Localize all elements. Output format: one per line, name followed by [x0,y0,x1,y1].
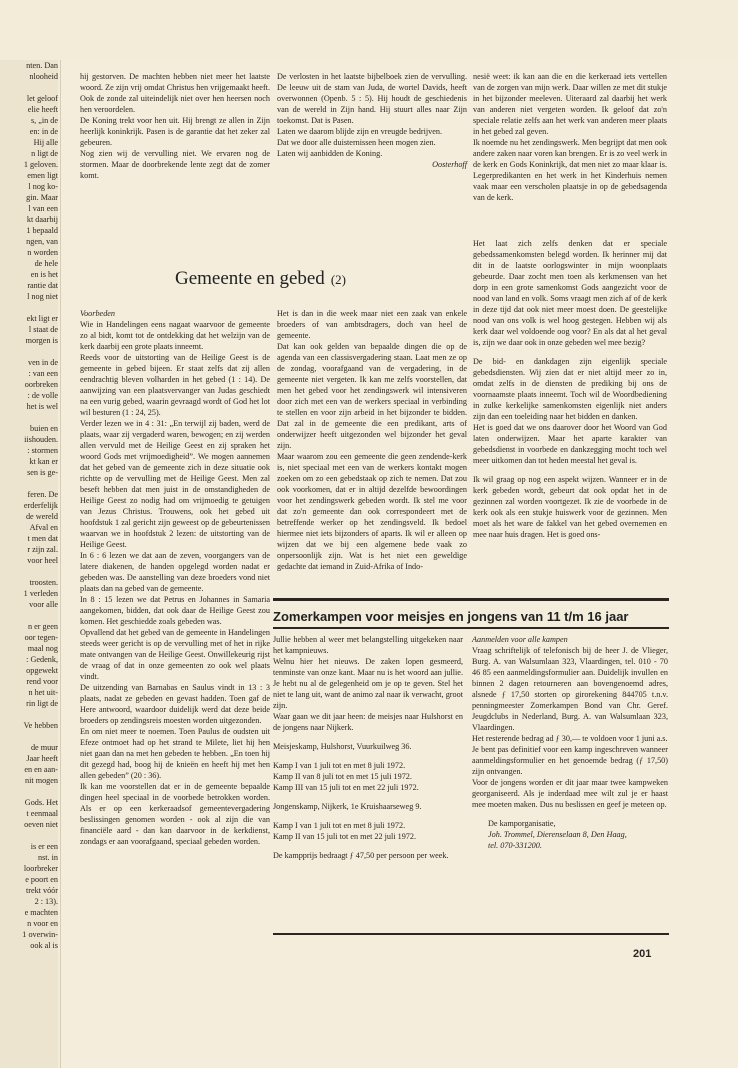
edge-line: let geloof [26,94,58,103]
edge-line: voor heel [27,556,58,565]
paragraph: Nog zien wij de vervulling niet. We ervaren nog de stormen. Maar de doorbrekende lente zegt dat de zomer komt. [80,149,270,180]
edge-line: sen is ge- [27,468,58,477]
edge-line [0,302,58,313]
edge-line: de hele [34,259,58,268]
paragraph: Laten wij aanbidden de Koning. [277,149,383,158]
edge-line: n worden [27,248,58,257]
edge-line: 2 : 13). [34,897,58,906]
edge-line: e machten [24,908,58,917]
edge-line [0,830,58,841]
camp-price: De kampprijs bedraagt ƒ 47,50 per persoon per week. [273,851,449,860]
edge-line: oorbreken [24,380,58,389]
section-heading: Aanmelden voor alle kampen [472,635,568,644]
edge-line: n het uit- [28,688,58,697]
edge-line: r zijn zal. [27,545,58,554]
divider-rule [273,627,669,629]
article-column-2 [277,308,467,572]
edge-line: : de volle [27,391,58,400]
paragraph: Maar waarom zou een gemeente die geen zendende-kerk is, niet speciaal met een van de werkers kontakt mogen zoeken om zo een gebedstaak op zich te nemen. Dat zou ook voorkomen, dat er in altijd dezelfde bewoordingen voor het zendingswerk gebeden wordt. Ik stel me voor dat zo'n gemeente dan ook correspondeert met de betreffende werker op het zendingsveld. Ik bedoel hiermee niet iets bijzonders of aparts. Ik wil er alleen op wijzen dat we bij een algemene bede vaak zo onpersoonlijk zijn. Wat is het niet een geweldige gedachte dat iemand in Zuid-Afrika of Indo- [277,452,467,571]
camp-row: Kamp III van 15 juli tot en met 22 juli 1972. [273,783,419,792]
edge-line [0,709,58,720]
paragraph: nesië weet: ik kan aan die en die kerkeraad iets vertellen van de zorgen van mijn werk. Daar willen ze met dit stukje in het bijzonder meeleven. Uiteraard zal daarbij het werk van anderen niet vergeten worden. Ik geloof dat zo'n speciale relatie zelfs aan het werk van anderen meer plaats in het gebed zal geven. [473,72,667,136]
edge-line: Jaar heeft [26,754,58,763]
edge-line: morgen is [25,336,58,345]
edge-line [0,610,58,621]
paragraph: Het resterende bedrag ad ƒ 30,— te voldoen voor 1 juni a.s. [472,734,668,743]
edge-line: voor alle [29,600,58,609]
edge-line: Gods. Het [24,798,58,807]
edge-line: emen ligt [27,171,58,180]
organizer: De kamporganisatie, [488,819,556,828]
edge-line: buien en [30,424,58,433]
edge-line: e poort en [25,875,58,884]
paragraph: Vraag schriftelijk of telefonisch bij de heer J. de Vlieger, Burg. A. van Walsumlaan 323, Vlaardingen, tel. 010 - 70 46 85 een aanmeldingsformulier aan. Duidelijk invullen en binnen 2 dagen retourneren aan bovengenoemd adres, alsnede ƒ 17,50 storten op girorekening 844705 t.n.v. penningmeester Zomerkampen Bond van Chr. Geref. Jeugdclubs in Nederland, Burg. A. van Walsumlaan 323, Vlaardingen. [472,646,668,732]
edge-line: rantie dat [27,281,58,290]
edge-line: opgewekt [26,666,58,675]
divider-rule [273,598,669,601]
edge-line: troosten. [29,578,58,587]
edge-line: Afval en [29,523,58,532]
adjacent-page-edge [0,60,58,1068]
edge-line: rend voor [26,677,58,686]
edge-line: kt daarbij [26,215,58,224]
edge-line [0,412,58,423]
edge-line: en: in de [29,127,58,136]
top-column-2 [277,71,467,170]
paragraph: De bid- en dankdagen zijn eigenlijk speciale gebedsdiensten. Wij zien dat er niet altijd meer zo in, omdat zelfs in de diensten de prediking bij ons de voornaamste plaats inneemt. Toch wil de Woordbediening in zulke kerkelijke samenkomsten eigenlijk niet anders zijn dan een toeleiding naar het bidden en danken. [473,357,667,421]
paragraph: Dat kan ook gelden van bepaalde dingen die op de agenda van een classisvergadering staan. Laat men ze op de zondag, voorafgaand van de vergadering, in de gemeente niet vergeten. Ik kan me zelfs voorstellen, dat men het gebed voor het zendingswerk wil intensiveren door zich met een van de werkers speciaal in verbinding te stellen en voor zijn arbeid in het bijzonder te bidden. Dat zal in de gemeente die een predikant, arts of onderwijzer heeft uitgezonden wel bijzonder het geval zijn. [277,342,467,450]
paragraph: Laten we daarom blijde zijn en vreugde bedrijven. [277,127,443,136]
edge-line: ekt ligt er [26,314,58,323]
camp-row: Kamp I van 1 juli tot en met 8 juli 1972. [273,761,406,770]
edge-line: nit mogen [25,776,58,785]
camp-location: Meisjeskamp, Hulshorst, Vuurkuilweg 36. [273,742,412,751]
edge-line: t men dat [27,534,58,543]
edge-line [0,731,58,742]
edge-line: en is het [30,270,58,279]
paragraph: Ik wil graag op nog een aspekt wijzen. Wanneer er in de kerk gebeden wordt, gebeurt dat ook opdat het in de gezinnen zal worden voortgezet. Ik zie de voorbede in de kerk ook als een stukje huiswerk voor de gezinnen. Men moet als het ware de fakkel van het gebed overnemen en mee naar huis dragen. Het is goed ons- [473,475,667,539]
edge-line: ook al is [30,941,58,950]
edge-line: elie heeft [27,105,58,114]
section-heading: Voorbeden [80,309,116,318]
paragraph: In 6 : 6 lezen we dat aan de zeven, voorgangers van de latere diakenen, de handen opgelegd worden nadat er gebeden was. De aanstelling van deze broeders vond niet plaats dan na gebed van de gemeente. [80,551,270,593]
edge-line: 1 bepaald [26,226,58,235]
edge-line [0,566,58,577]
article-column-1 [80,308,270,847]
edge-line: loorbreker [23,864,58,873]
camp-location: Jongenskamp, Nijkerk, 1e Kruishaarseweg 9. [273,802,422,811]
edge-line: s, „in de [30,116,58,125]
paragraph: Voor de jongens worden er dit jaar maar twee kampweken georganiseerd. Als je inderdaad mee wilt zul je er haast mee moeten maken. Dus nu beslissen en geef je meteen op. [472,778,668,809]
edge-line [0,478,58,489]
edge-line: Ve hebben [23,721,58,730]
edge-line: 1 geloven. [23,160,58,169]
edge-line: feren. De [27,490,58,499]
paragraph: En om niet meer te noemen. Toen Paulus de oudsten uit Efeze ontmoet had op het strand te Milete, liet hij hen niet gaan dan na met hen gebeden te hebben. „En toen hij dit gezegd had, boog hij de knieën en heeft hij met hen allen gebeden” (20 : 36). [80,727,270,780]
paragraph: Ik noemde nu het zendingswerk. Men begrijpt dat men ook andere zaken naar voren kan brengen. Er is zo veel werk in de kerk en Gods Koninkrijk, dat men niet zo maar klaar is. Legerpredikanten en het werk in het Kinderhuis nemen vaak maar een verscholen plaatsje in op de gebedsagenda van de kerk. [473,138,667,202]
paragraph: In 8 : 15 lezen we dat Petrus en Johannes in Samaria aangekomen, bidden, dat ook daar de Heilige Geest zou komen. Het geschiedde zoals gebeden was. [80,595,270,626]
edge-line: trekt vóór [25,886,58,895]
article-title [175,268,346,290]
edge-line: gin. Maar [26,193,58,202]
top-column-1 [80,71,270,181]
edge-line: maal nog [27,644,58,653]
organizer-phone: tel. 070-331200. [488,841,542,850]
edge-line: nlooheid [29,72,58,81]
paragraph: De verlosten in het laatste bijbelboek zien de vervulling. De leeuw uit de stam van Juda, de wortel Davids, heeft overwonnen (Openb. 5 : 5). Hij houdt de geschiedenis van de wereld in Zijn hand. Hij stuurt alles naar Zijn toekomst. Dat is Pasen. [277,72,467,125]
camp-column-2 [472,634,668,851]
edge-line: oor tegen- [24,633,58,642]
edge-line: nten. Dan [26,61,58,70]
edge-line: erderfelijk [23,501,58,510]
edge-line: : Gedenk, [26,655,58,664]
paragraph: Opvallend dat het gebed van de gemeente in Handelingen steeds weer gericht is op de vervulling met of het in rijke mate ontvangen van de Heilige Geest. Onwillekeurig rijst de vraag of dat in onze gemeenten zo ook wel plaats vindt. [80,628,270,681]
edge-line: nst. in [37,853,58,862]
paragraph: Dat we door alle duisternissen heen mogen zien. [277,138,436,147]
camp-row: Kamp II van 15 juli tot en met 22 juli 1972. [273,832,417,841]
edge-line: oeven niet [24,820,58,829]
edge-line: het is wel [26,402,58,411]
edge-line [0,82,58,93]
paragraph: Je bent pas definitief voor een kamp ingeschreven wanneer aanmeldingsformulier en het genoemde bedrag (ƒ 17,50) zijn ontvangen. [472,745,668,776]
edge-line: l nog ko- [28,182,58,191]
edge-line: ven in de [27,358,58,367]
edge-line: Hij alle [33,138,58,147]
paragraph: Jullie hebben al weer met belangstelling uitgekeken naar het kampnieuws. [273,635,463,655]
camp-row: Kamp II van 8 juli tot en met 15 juli 1972. [273,772,412,781]
edge-line: l van een [28,204,58,213]
article-number: (2) [330,272,346,287]
edge-line: n voor en [27,919,58,928]
edge-line: ngen, van [26,237,58,246]
article-column-3 [473,238,667,540]
edge-line: t eenmaal [26,809,58,818]
paragraph: Welnu hier het nieuws. De zaken lopen gesmeerd, tenminste van onze kant. Maar nu is het woord aan jullie. Je hebt nu al de gelegenheid om je op te geven. Stel het niet te lang uit, want de animo zal naar ik verwacht, groot zijn. [273,657,463,710]
edge-line: 1 overwin- [22,930,58,939]
edge-line: : van een [28,369,58,378]
edge-line: : stormen [27,446,58,455]
paragraph: hij gestorven. De machten hebben niet meer het laatste woord. Ze zijn vrij omdat Christus hen vrijgemaakt heeft. Ook de zonde zal uiteindelijk niet over hen heersen noch hen veroordelen. [80,72,270,114]
paragraph: Verder lezen we in 4 : 31: „En terwijl zij baden, werd de plaats, waar zij vergaderd waren, bewogen; en zij werden allen vervuld met de Heilige Geest en zij spraken het woord Gods met vrijmoedigheid”. We mogen aannemen dat het gebed van de gemeente zich in deze situatie ook richtte op de vervulling met de Heilige Geest. Men zal beseft hebben dat men juist in de omstandigheden de Heilige Geest zo nodig had om vrijmoedig te getuigen van Jezus Christus. Trouwens, ook het gebed uit hoofdstuk 1 zal gericht zijn geweest op de gebeurtenissen waarvan we in hoofdstuk 2 lezen: de uitstorting van de Heilige Geest. [80,419,270,549]
page-number: 201 [633,948,652,960]
edge-line: en en aan- [24,765,58,774]
edge-line: n ligt de [31,149,58,158]
edge-line [0,786,58,797]
camp-title: Zomerkampen voor meisjes en jongens van 11 t/m 16 jaar [273,609,629,624]
edge-line: l nog niet [27,292,58,301]
edge-line: iishouden. [24,435,58,444]
camp-column-1 [273,634,463,861]
divider-rule [273,933,669,935]
paragraph: De Koning trekt voor hen uit. Hij brengt ze allen in Zijn heerlijk koninkrijk. Pasen is de garantie dat het zeker zal gebeuren. [80,116,270,147]
paragraph: Waar gaan we dit jaar heen: de meisjes naar Hulshorst en de jongens naar Nijkerk. [273,712,463,732]
paragraph: Het laat zich zelfs denken dat er speciale gebedssamenkomsten belegd worden. Ik herinner mij dat dit in de laatste oorlogswinter in mijn woonplaats gebeurde. Daar zocht men toen als kerkmensen van het dorp in een grote samenkomst Gods aangezicht voor de nood van land en volk. Soms vraagt men zich af of de kerk in deze tijd dat ook niet meer moest doen. De geestelijke nood van ons volk is wel hoog gestegen. Hebben wij als kerk daar wel voldoende oog voor? En als dat al het geval is, zijn we daar ook in onze gebeden wel mee bezig? [473,239,667,347]
edge-line: is er een [30,842,58,851]
edge-line: 1 verleden [23,589,58,598]
paragraph: Ik kan me voorstellen dat er in de gemeente bepaalde dingen heel speciaal in de voorbede betrokken worden. Als er op een kerkeraadsof gemeentevergadering beslissingen genomen worden - ook al zijn die van financiële aard - dan kan daarvoor in de kerkdienst, zondags er aan voorafgaand, speciaal gebeden worden. [80,782,270,846]
camp-row: Kamp I van 1 juli tot en met 8 juli 1972. [273,821,406,830]
paragraph: Wie in Handelingen eens nagaat waarvoor de gemeente zo al bidt, komt tot de ontdekking dat het welzijn van de kerk daarbij een grote plaats inneemt. [80,320,270,351]
article-title-text: Gemeente en gebed [175,268,325,289]
paragraph: Reeds voor de uitstorting van de Heilige Geest is de gemeente in gebed bijeen. Er staat zelfs dat zij allen eendrachtig bleven volharden in het gebed (1 : 14). De aanwijzing van een plaatsvervanger van Judas geschiedt na een vurig gebed, waarin gevraagd wordt of God het lot wil besturen (1 : 24, 25). [80,353,270,417]
top-column-3 [473,71,667,203]
paragraph: De uitzending van Barnabas en Saulus vindt in 13 : 3 plaats, nadat ze gebeden en gevast hadden. Toen gaf de Here antwoord, waardoor duidelijk werd dat deze beide broeders op zendingsreis moesten worden uitgezonden. [80,683,270,725]
edge-line: rin ligt de [26,699,58,708]
edge-line: de muur [30,743,58,752]
organizer-address: Joh. Trommel, Dierenselaan 8, Den Haag, [488,830,627,839]
edge-line: l staat de [28,325,58,334]
author-signature: Oosterhoff [432,160,467,169]
edge-line: n er geen [27,622,58,631]
paragraph: Het is goed dat we ons daarover door het Woord van God laten onderwijzen. Maar het aparte karakter van gebedsdienst in voorbede en dankzegging mocht toch wel meer uitkomen dan tot heden meestal het geval is. [473,423,667,465]
edge-line [0,346,58,357]
edge-line: kt kan er [29,457,58,466]
edge-line: de wereld [25,512,58,521]
paragraph: Het is dan in die week maar niet een zaak van enkele broeders of van ambtsdragers, doch van heel de gemeente. [277,309,467,340]
